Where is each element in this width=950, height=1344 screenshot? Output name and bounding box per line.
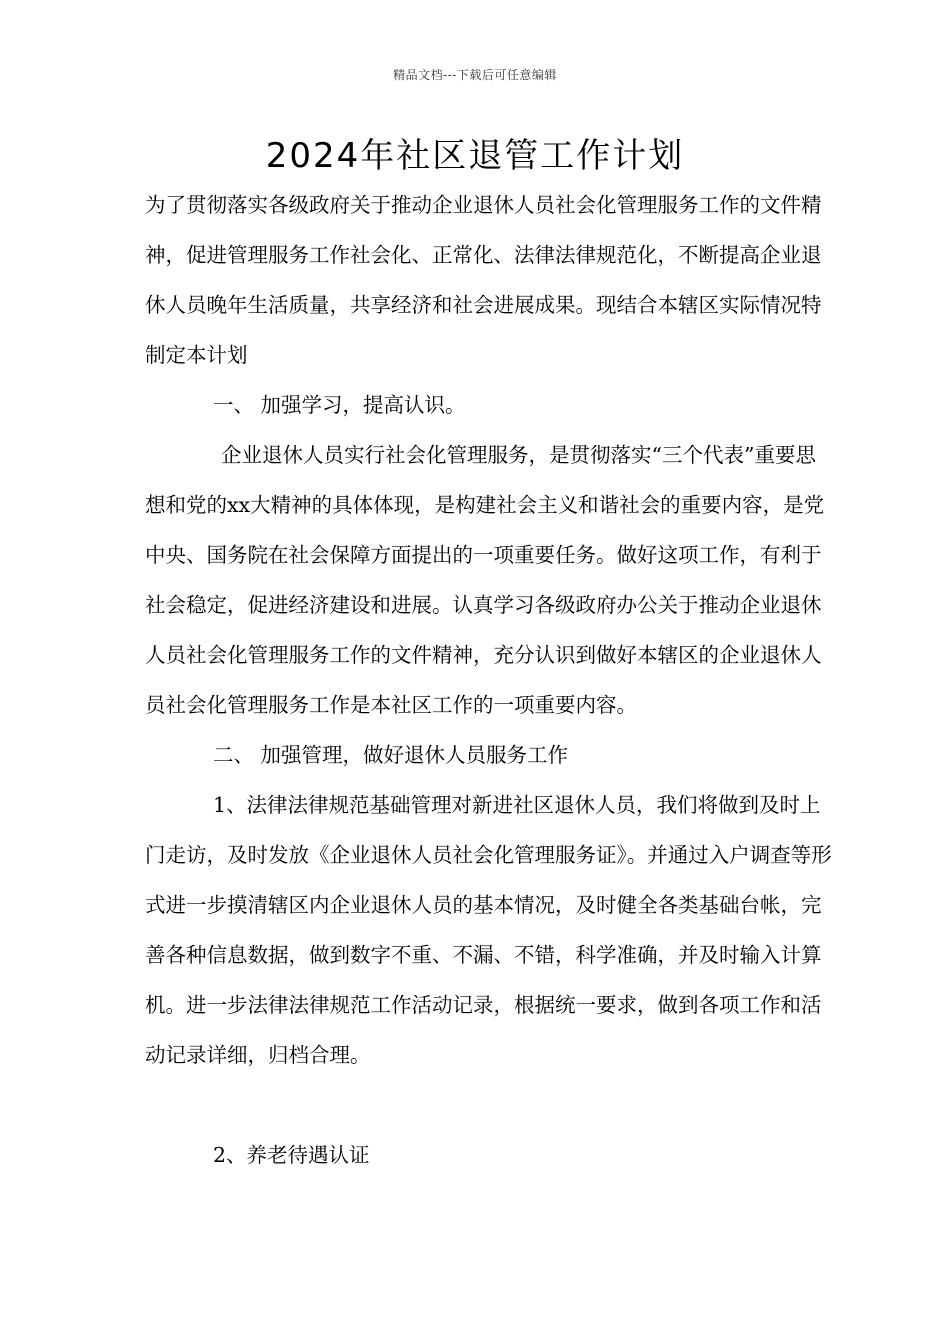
document-title: 2024年社区退管工作计划 (265, 136, 685, 176)
item-1-paragraph: 1、法律法律规范基础管理对新进社区退休人员，我们将做到及时上门走访，及时发放《企业退休人员社会化管理服务证》。并通过入户调查等形式进一步摸清辖区内企业退休人员的基本情况，及时健全各类基础台帐，完善各种信息数据，做到数字不重、不漏、不错，科学准确，并及时输入计算机。进一步法律法律规范工作活动记录，根据统一要求，做到各项工作和活动记录详细，归档合理。 (145, 793, 832, 1067)
spacer (145, 1080, 835, 1130)
section-1-paragraph: 企业退休人员实行社会化管理服务，是贯彻落实“三个代表”重要思想和党的xx大精神的具体体现，是构建社会主义和谐社会的重要内容，是党中央、国务院在社会保障方面提出的一项重要任务。做好这项工作，有利于社会稳定，促进经济建设和进展。认真学习各级政府办公关于推动企业退休人员社会化管理服务工作的文件精神，充分认识到做好本辖区的企业退休人员社会化管理服务工作是本社区工作的一项重要内容。 (145, 443, 825, 717)
item-2-heading: 2、养老待遇认证 (213, 1143, 370, 1167)
intro-paragraph: 为了贯彻落实各级政府关于推动企业退休人员社会化管理服务工作的文件精神，促进管理服务工作社会化、正常化、法律法律规范化，不断提高企业退休人员晚年生活质量，共享经济和社会进展成果。现结合本辖区实际情况特制定本计划 (145, 193, 822, 367)
header-note: 精品文档---下载后可任意编辑 (393, 68, 557, 82)
document-body (145, 180, 835, 1180)
section-heading-2: 二、 加强管理，做好退休人员服务工作 (213, 743, 569, 767)
section-heading-1: 一、 加强学习，提高认识。 (213, 393, 466, 417)
